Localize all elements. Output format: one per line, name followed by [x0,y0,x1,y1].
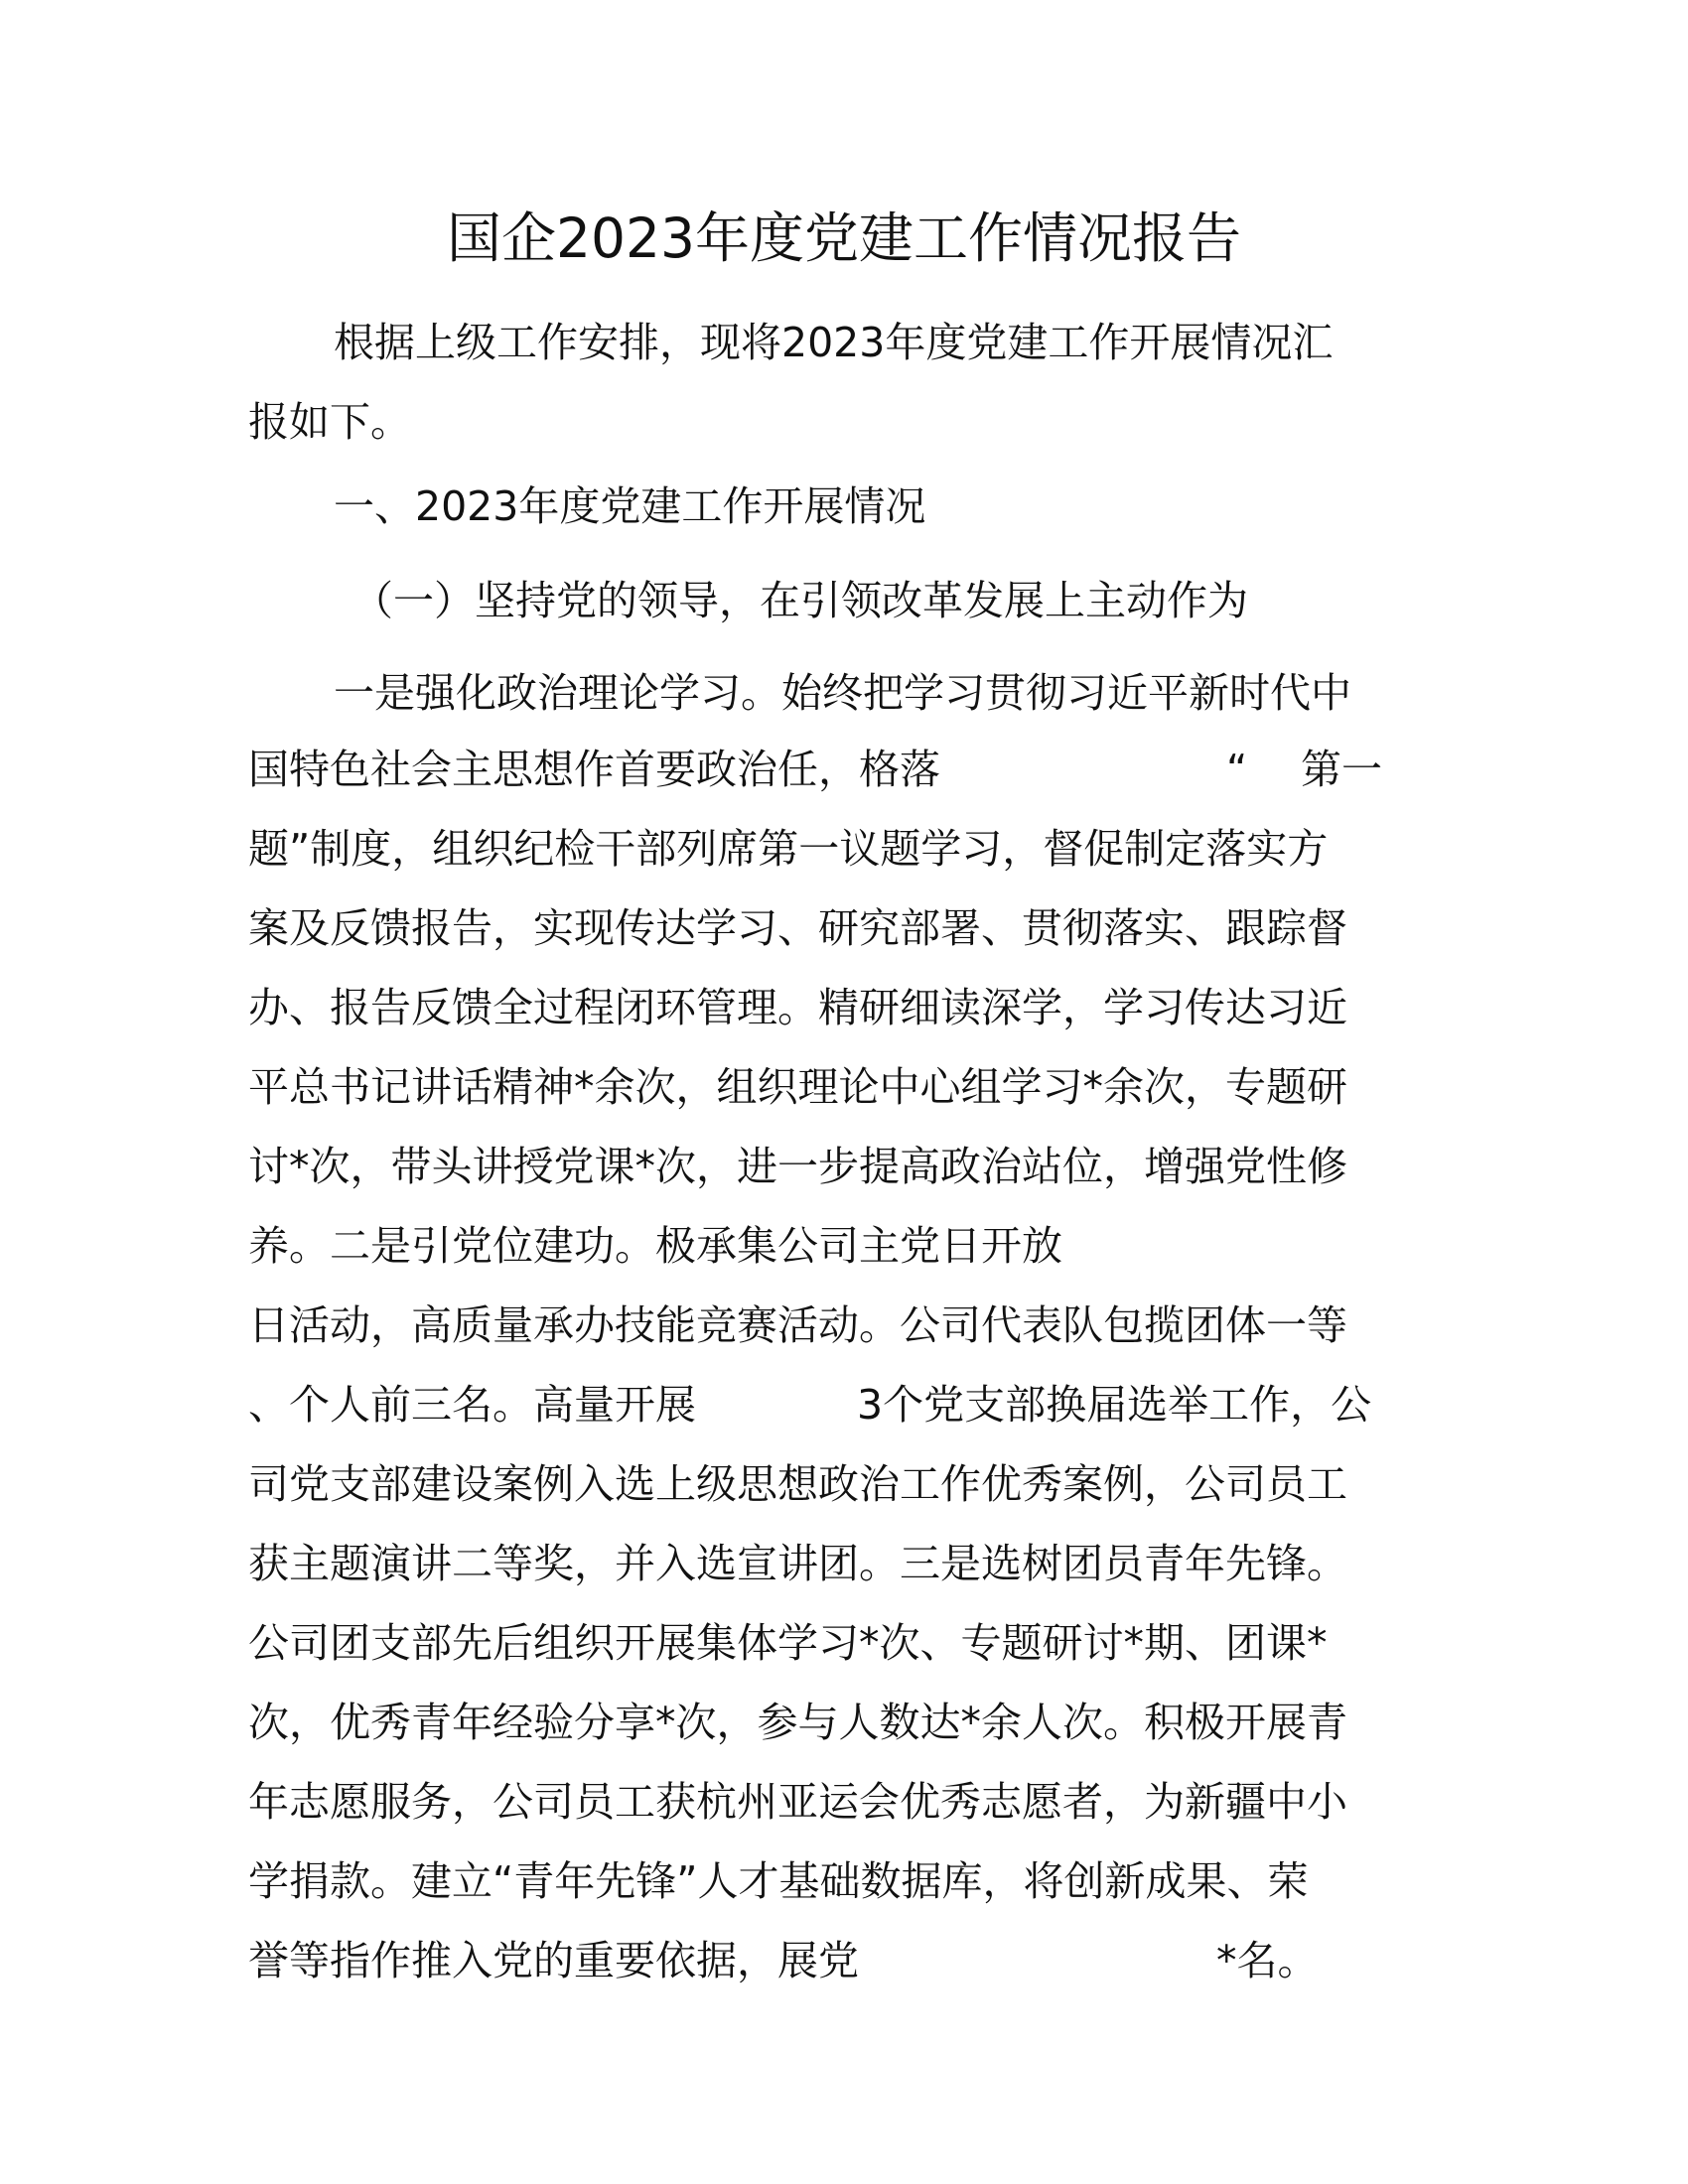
text-line: 一是强化政治理论学习。始终把学习贯彻习近平新时代中 [334,669,1351,717]
text-line: 平总书记讲话精神*余次，组织理论中心组学习*余次，专题研 [248,1063,1347,1111]
text-line-split [248,1931,1440,1990]
text-line: 次，优秀青年经验分享*次，参与人数达*余人次。积极开展青 [248,1699,1347,1746]
text-segment: 国特色社会主思想作首要政治任，格落 [248,746,940,793]
text-line: 题”制度，组织纪检干部列席第一议题学习，督促制定落实方 [248,825,1329,873]
text-line: 讨*次，带头讲授党课*次，进一步提高政治站位，增强党性修 [248,1143,1347,1190]
text-line: 养。二是引党位建功。极承集公司主党日开放 [248,1222,1062,1270]
text-line: 学捐款。建立“青年先锋”人才基础数据库，将创新成果、荣 [248,1857,1309,1905]
text-line: 公司团支部先后组织开展集体学习*次、专题研讨*期、团课* [248,1619,1328,1667]
text-line-split [248,740,1440,799]
text-line: 获主题演讲二等奖，并入选宣讲团。三是选树团员青年先锋。 [248,1540,1347,1587]
text-segment: *名。 [1216,1937,1319,1984]
text-line: 办、报告反馈全过程闭环管理。精研细读深学，学习传达习近 [248,984,1347,1031]
text-segment: “ [1226,746,1248,793]
text-segment: 誉等指作推入党的重要依据，展党 [248,1937,859,1984]
text-line: 司党支部建设案例入选上级思想政治工作优秀案例，公司员工 [248,1460,1347,1508]
text-segment: 、个人前三名。高量开展 [248,1381,696,1429]
section-heading: 一、2023年度党建工作开展情况 [334,482,926,530]
text-line: 案及反馈报告，实现传达学习、研究部署、贯彻落实、跟踪督 [248,904,1347,952]
text-line: 根据上级工作安排，现将2023年度党建工作开展情况汇 [334,319,1334,366]
document-title: 国企2023年度党建工作情况报告 [447,206,1241,270]
text-line: 报如下。 [248,398,411,446]
text-line: 年志愿服务，公司员工获杭州亚运会优秀志愿者，为新疆中小 [248,1778,1347,1826]
text-segment: 3个党支部换届选举工作，公 [857,1381,1372,1429]
subsection-heading: （一）坚持党的领导，在引领改革发展上主动作为 [352,577,1248,624]
text-segment: 第一 [1301,746,1382,793]
text-line-split [248,1375,1440,1434]
text-line: 日活动，高质量承办技能竞赛活动。公司代表队包揽团体一等 [248,1301,1347,1349]
